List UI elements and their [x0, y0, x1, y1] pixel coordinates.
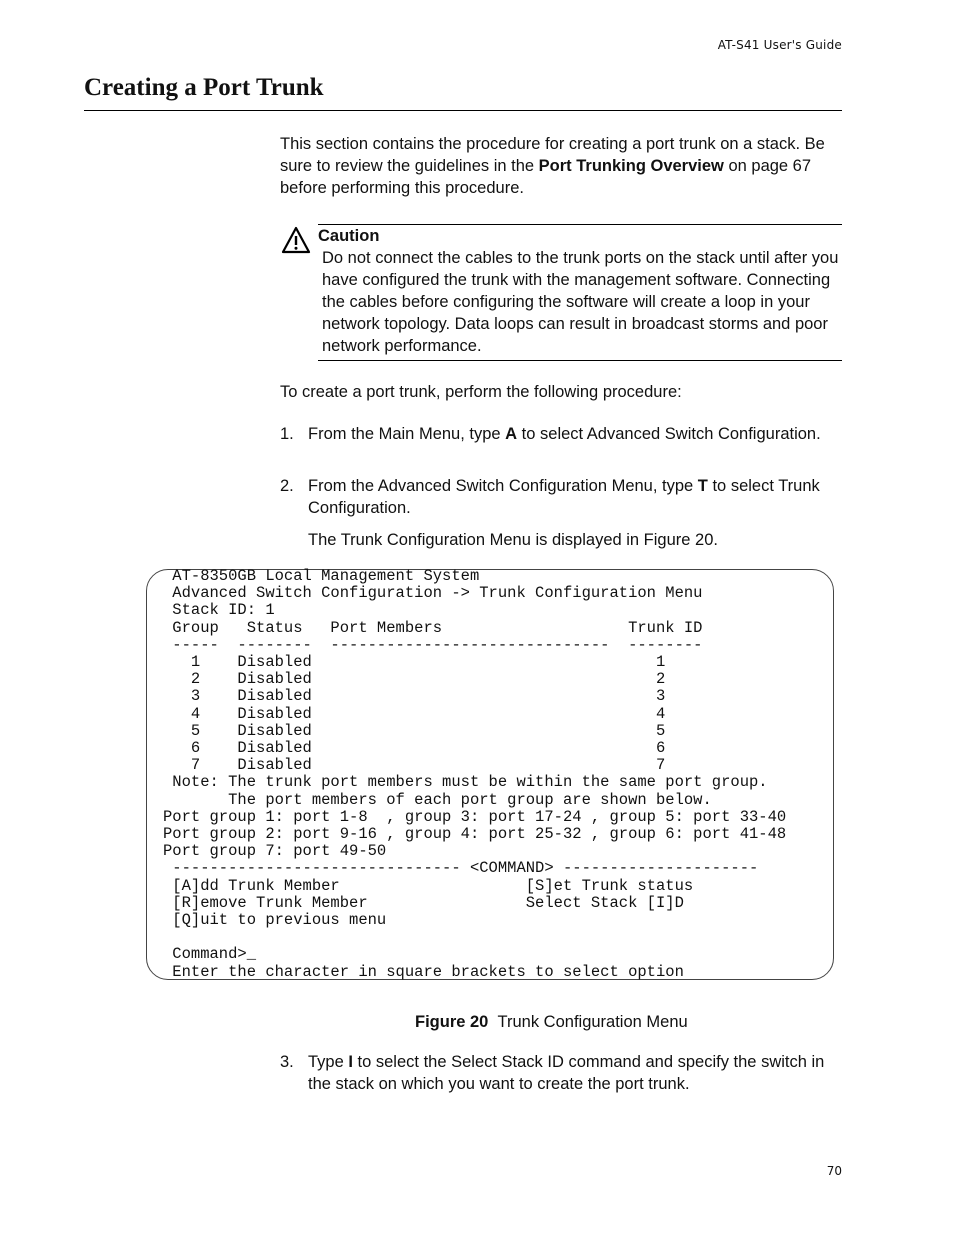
terminal-line: Advanced Switch Configuration -> Trunk Configuration Menu [163, 584, 703, 603]
step-text-after: to select the Select Stack ID command and specify the switch in the stack on which you want to create the port trunk. [308, 1053, 825, 1093]
step-text [308, 423, 838, 445]
terminal-line: [A]dd Trunk Member [S]et Trunk status [163, 876, 694, 895]
procedure-intro: To create a port trunk, perform the following procedure: [280, 383, 682, 401]
caution-top-rule [318, 224, 842, 225]
terminal-line: Note: The trunk port members must be within the same port group. [163, 773, 768, 792]
caution-body: Do not connect the cables to the trunk ports on the stack until after you have configured the trunk with the management software. Connecting the cables before configuring the software will create a loop in your network topology. Data loops can result in broadcast storms and poor network performance. [322, 249, 839, 355]
step-number: 3. [280, 1053, 294, 1071]
step-key: A [505, 425, 518, 443]
terminal-line: Port group 2: port 9-16 , group 4: port 25-32 , group 6: port 41-48 [163, 825, 787, 843]
terminal-line: Port group 7: port 49-50 [163, 842, 387, 861]
terminal-line: 1 Disabled 1 [163, 653, 666, 671]
terminal-line: Command>_ [163, 945, 257, 964]
terminal-line: 6 Disabled 6 [163, 739, 666, 757]
port-trunking-overview-link[interactable]: Port Trunking Overview [538, 157, 724, 175]
terminal-line: Enter the character in square brackets to select option [163, 962, 684, 981]
terminal-line: 3 Disabled 3 [163, 687, 666, 706]
step-2-note: The Trunk Configuration Menu is displayed in Figure 20. [308, 531, 718, 549]
terminal-line: Port group 1: port 1-8 , group 3: port 17-24 , group 5: port 33-40 [163, 807, 787, 826]
page-number: 70 [826, 1164, 842, 1178]
terminal-line: 7 Disabled 7 [163, 756, 666, 775]
terminal-line: [Q]uit to previous menu [163, 911, 387, 929]
step-text [308, 1051, 838, 1095]
intro-text-after: on page 67 before performing this procedure. [280, 157, 812, 197]
terminal-line: Group Status Port Members Trunk ID [163, 618, 703, 637]
terminal-line: 4 Disabled 4 [163, 704, 666, 723]
terminal-line: Stack ID: 1 [163, 601, 275, 620]
terminal-line: ------------------------------- <COMMAND> --------------------- [163, 859, 759, 878]
step-text-before: From the Advanced Switch Configuration Menu, type [308, 477, 698, 495]
caution-bottom-rule [318, 360, 842, 361]
step-text-after: to select Advanced Switch Configuration. [517, 425, 821, 443]
step-number: 1. [280, 425, 294, 443]
step-number: 2. [280, 477, 294, 495]
step-text [308, 475, 838, 519]
intro-text-before: This section contains the procedure for creating a port trunk on a stack. Be sure to review the guidelines in the [280, 135, 825, 175]
step-key: T [697, 477, 708, 495]
step-text-before: From the Main Menu, type [308, 425, 506, 443]
figure-caption [415, 1011, 688, 1033]
terminal-line: The port members of each port group are shown below. [163, 790, 712, 809]
terminal-line: 5 Disabled 5 [163, 721, 666, 740]
title-rule [84, 110, 842, 111]
running-header: AT-S41 User's Guide [717, 38, 842, 52]
warning-triangle-icon [281, 226, 311, 254]
step-text-after: to select Trunk Configuration. [308, 477, 820, 517]
terminal-line: [R]emove Trunk Member Select Stack [I]D [163, 893, 684, 912]
terminal-line: AT-8350GB Local Management System [163, 567, 480, 585]
step-text-before: Type [308, 1053, 349, 1071]
figure-label: Figure 20 [415, 1013, 489, 1031]
section-title: Creating a Port Trunk [84, 74, 324, 101]
terminal-line: ----- -------- ------------------------------ -------- [163, 635, 703, 654]
figure-caption-text: Trunk Configuration Menu [497, 1013, 688, 1031]
step-key: I [348, 1053, 353, 1071]
intro-paragraph [280, 133, 840, 199]
caution-title: Caution [318, 227, 380, 245]
terminal-line: 2 Disabled 2 [163, 670, 666, 689]
